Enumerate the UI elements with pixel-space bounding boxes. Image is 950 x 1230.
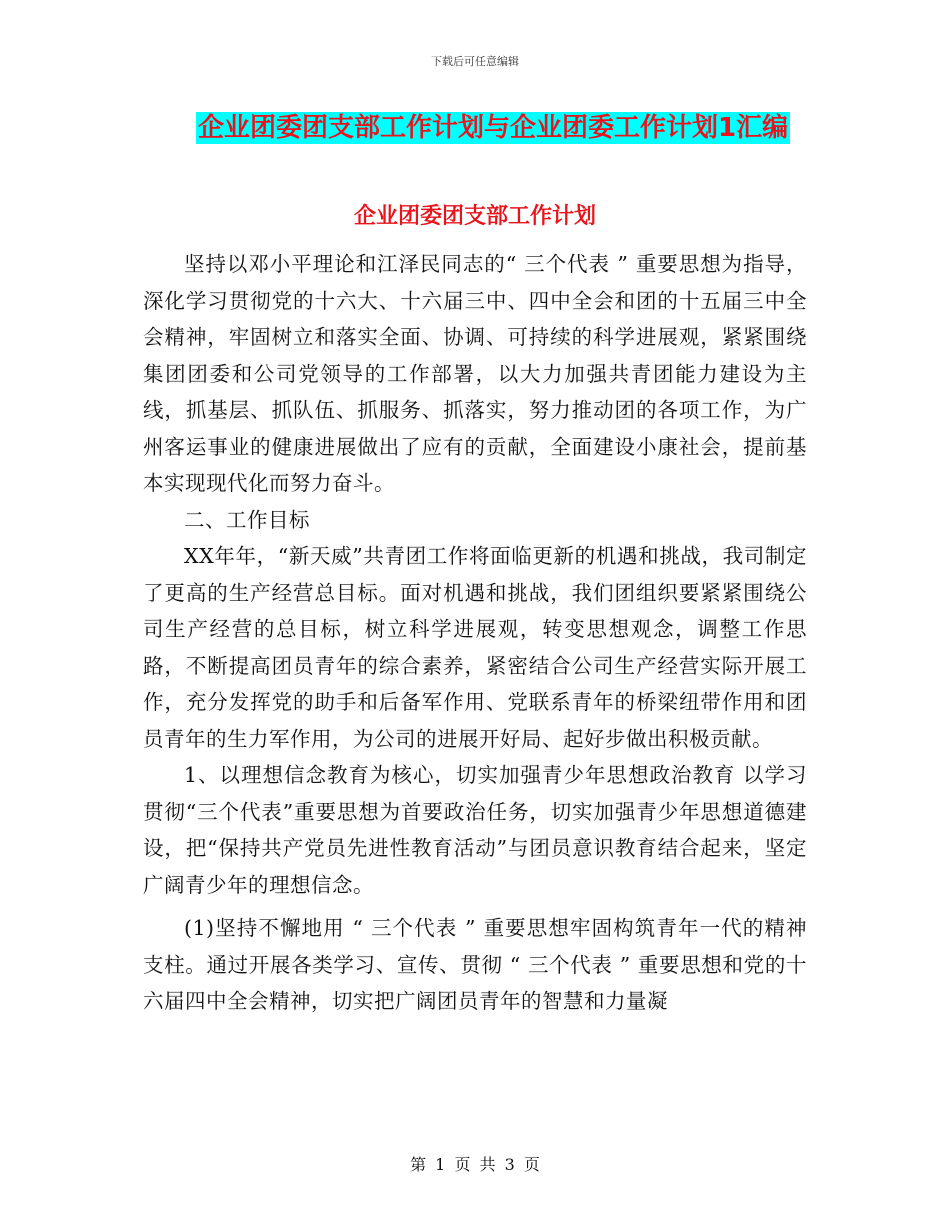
header-note: 下载后可任意编辑	[431, 55, 519, 68]
paragraph-item-1: 1、以理想信念教育为核心，切实加强青少年思想政治教育 以学习贯彻“三个代表”重要思想为首要政治任务，切实加强青少年思想道德建设，把“保持共产党员先进性教育活动”与团员意识教育结合起来，坚定广阔青少年的理想信念。	[143, 763, 807, 897]
heading-work-goals: 二、工作目标	[184, 507, 310, 532]
section-title: 企业团委团支部工作计划	[353, 204, 596, 229]
document-title: 企业团委团支部工作计划与企业团委工作计划1汇编	[198, 113, 789, 143]
document-title-block	[196, 112, 790, 144]
page-number-footer: 第 1 页 共 3 页	[410, 1155, 540, 1174]
paragraph-work-goals: XX年年，“新天威”共青团工作将面临更新的机遇和挑战，我司制定了更高的生产经营总目标。面对机遇和挑战，我们团组织要紧紧围绕公司生产经营的总目标，树立科学进展观，转变思想观念，调整工作思路，不断提高团员青年的综合素养，紧密结合公司生产经营实际开展工作，充分发挥党的助手和后备军作用、党联系青年的桥梁纽带作用和团员青年的生力军作用，为公司的进展开好局、起好步做出积极贡献。	[143, 544, 807, 751]
body-text	[143, 246, 807, 1020]
paragraph-item-1-1: (1)坚持不懈地用 “ 三个代表 ” 重要思想牢固构筑青年一代的精神支柱。通过开展各类学习、宣传、贯彻 “ 三个代表 ” 重要思想和党的十六届四中全会精神，切实把广阔团员青年的智慧和力量凝	[143, 916, 807, 1013]
paragraph-guiding-ideology: 坚持以邓小平理论和江泽民同志的“ 三个代表 ” 重要思想为指导，深化学习贯彻党的十六大、十六届三中、四中全会和团的十五届三中全会精神，牢固树立和落实全面、协调、可持续的科学进展观，紧紧围绕集团团委和公司党领导的工作部署，以大力加强共青团能力建设为主线，抓基层、抓队伍、抓服务、抓落实，努力推动团的各项工作，为广州客运事业的健康进展做出了应有的贡献，全面建设小康社会，提前基本实现现代化而努力奋斗。	[143, 252, 807, 495]
